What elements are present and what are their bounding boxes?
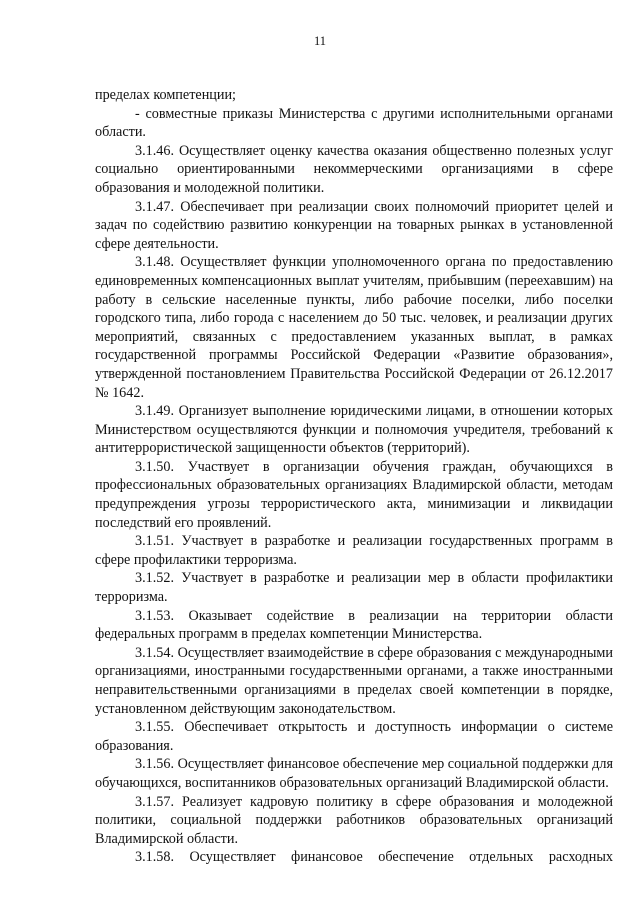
paragraph: 3.1.50. Участвует в организации обучения граждан, обучающихся в профессиональных образовательных организациях Владимирской области, методам предупреждения угрозы террористического акта, минимизации и ликвидации последствий его проявлений. [95, 458, 613, 531]
page-number: 11 [313, 34, 327, 48]
paragraph: 3.1.47. Обеспечивает при реализации своих полномочий приоритет целей и задач по содействию развитию конкуренции на товарных рынках в установленной сфере деятельности. [95, 198, 613, 252]
paragraph: 3.1.52. Участвует в разработке и реализации мер в области профилактики терроризма. [95, 570, 613, 606]
paragraph: 3.1.55. Обеспечивает открытость и доступность информации о системе образования. [95, 719, 613, 754]
document-body [95, 86, 613, 867]
paragraph: - совместные приказы Министерства с другими исполнительными органами области. [95, 105, 613, 141]
paragraph: 3.1.49. Организует выполнение юридическими лицами, в отношении которых Министерством осуществляются функции и полномочия учредителя, требований к антитеррористической защищенности объектов (территорий). [95, 403, 613, 457]
paragraph: 3.1.51. Участвует в разработке и реализации государственных программ в сфере профилактики терроризма. [95, 533, 613, 568]
paragraph: 3.1.58. Осуществляет финансовое обеспечение отдельных расходных [135, 849, 613, 866]
paragraph: 3.1.46. Осуществляет оценку качества оказания общественно полезных услуг социально ориентированными некоммерческими организациями в сфере образования и молодежной политики. [95, 142, 613, 196]
paragraph: 3.1.53. Оказывает содействие в реализации на территории области федеральных программ в пределах компетенции Министерства. [95, 607, 613, 643]
paragraph: 3.1.54. Осуществляет взаимодействие в сфере образования с международными организациями, иностранными государственными органами, а также иностранными неправительственными организациями в пределах своей компетенции в порядке, установленном действующим законодательством. [95, 644, 613, 717]
paragraph: 3.1.56. Осуществляет финансовое обеспечение мер социальной поддержки для обучающихся, воспитанников образовательных организаций Владимирской области. [95, 756, 613, 791]
paragraph: пределах компетенции; [95, 87, 237, 103]
paragraph: 3.1.48. Осуществляет функции уполномоченного органа по предоставлению единовременных компенсационных выплат учителям, прибывшим (переехавшим) на работу в сельские населенные пункты, либо рабочие поселки, либо поселки городского типа, либо города с населением до 50 тыс. человек, и реализации других мероприятий, связанных с предоставлением указанных выплат, в рамках государственной программы Российской Федерации «Развитие образования», утвержденной постановлением Правительства Российской Федерации от 26.12.2017 № 1642. [95, 254, 613, 401]
paragraph: 3.1.57. Реализует кадровую политику в сфере образования и молодежной политики, социальной поддержки работников образовательных организаций Владимирской области. [95, 793, 613, 847]
